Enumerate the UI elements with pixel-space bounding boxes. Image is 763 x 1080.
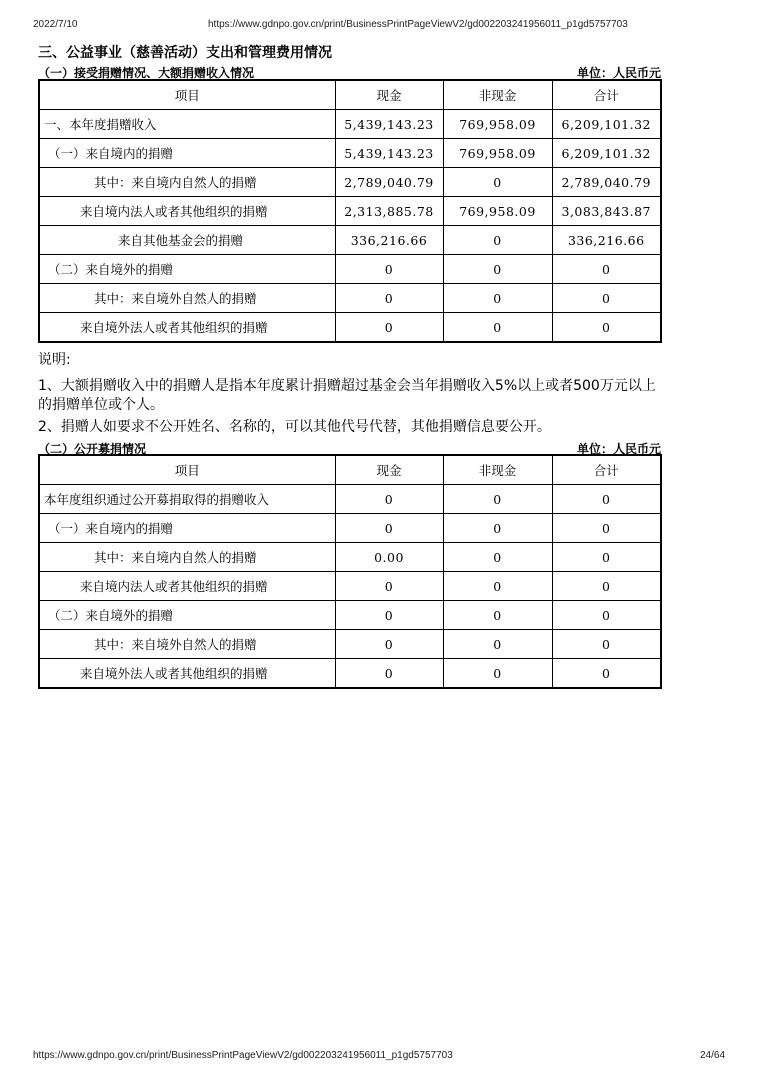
print-date: 2022/7/10 <box>33 19 78 30</box>
noncash-cell: 0 <box>443 226 552 255</box>
col-header-item: 项目 <box>39 80 335 110</box>
header-url: https://www.gdnpo.gov.cn/print/BusinessPrintPageViewV2/gd002203241956011_p1gd5757703 <box>208 19 628 30</box>
row-label: 来自境外法人或者其他组织的捐赠 <box>39 313 335 343</box>
total-cell: 0 <box>552 630 661 659</box>
noncash-cell: 0 <box>443 543 552 572</box>
table2-unit: 单位：人民币元 <box>576 442 661 456</box>
total-cell: 0 <box>552 255 661 284</box>
row-label: 来自境外法人或者其他组织的捐赠 <box>39 659 335 689</box>
table-row <box>39 110 661 139</box>
table-row <box>39 485 661 514</box>
cash-cell: 0 <box>335 630 443 659</box>
table1-unit: 单位：人民币元 <box>576 66 661 80</box>
noncash-cell: 0 <box>443 168 552 197</box>
noncash-cell: 0 <box>443 572 552 601</box>
table-row <box>39 572 661 601</box>
table1-subtitle: （一）接受捐赠情况、大额捐赠收入情况 <box>38 66 255 80</box>
public-fundraising-table <box>38 454 662 689</box>
table-row <box>39 601 661 630</box>
donation-income-table <box>38 79 662 343</box>
table-row <box>39 543 661 572</box>
table-header-row <box>39 80 661 110</box>
table-row <box>39 197 661 226</box>
row-label: 其中：来自境内自然人的捐赠 <box>39 543 335 572</box>
table-row <box>39 659 661 689</box>
total-cell: 2,789,040.79 <box>552 168 661 197</box>
table-row <box>39 313 661 343</box>
note-1: 1、大额捐赠收入中的捐赠人是指本年度累计捐赠超过基金会当年捐赠收入5%以上或者500万元以上的捐赠单位或个人。 <box>38 378 656 413</box>
noncash-cell: 0 <box>443 255 552 284</box>
col-header-item: 项目 <box>39 455 335 485</box>
table-row <box>39 514 661 543</box>
total-cell: 0 <box>552 313 661 343</box>
table-row <box>39 630 661 659</box>
footer-url: https://www.gdnpo.gov.cn/print/BusinessPrintPageViewV2/gd002203241956011_p1gd5757703 <box>33 1050 453 1061</box>
cash-cell: 2,789,040.79 <box>335 168 443 197</box>
cash-cell: 0 <box>335 601 443 630</box>
table-row <box>39 284 661 313</box>
cash-cell: 336,216.66 <box>335 226 443 255</box>
cash-cell: 0 <box>335 485 443 514</box>
cash-cell: 0.00 <box>335 543 443 572</box>
table-row <box>39 139 661 168</box>
col-header-noncash: 非现金 <box>443 80 552 110</box>
cash-cell: 0 <box>335 313 443 343</box>
cash-cell: 0 <box>335 659 443 689</box>
noncash-cell: 0 <box>443 313 552 343</box>
total-cell: 0 <box>552 601 661 630</box>
row-label: 来自境内法人或者其他组织的捐赠 <box>39 197 335 226</box>
row-label: （二）来自境外的捐赠 <box>39 255 335 284</box>
cash-cell: 0 <box>335 284 443 313</box>
col-header-total: 合计 <box>552 80 661 110</box>
noncash-cell: 0 <box>443 514 552 543</box>
row-label: （一）来自境内的捐赠 <box>39 139 335 168</box>
noncash-cell: 0 <box>443 630 552 659</box>
cash-cell: 5,439,143.23 <box>335 110 443 139</box>
total-cell: 0 <box>552 659 661 689</box>
total-cell: 0 <box>552 543 661 572</box>
col-header-cash: 现金 <box>335 455 443 485</box>
table-row <box>39 226 661 255</box>
cash-cell: 2,313,885.78 <box>335 197 443 226</box>
total-cell: 0 <box>552 284 661 313</box>
noncash-cell: 0 <box>443 601 552 630</box>
row-label: 其中：来自境内自然人的捐赠 <box>39 168 335 197</box>
cash-cell: 5,439,143.23 <box>335 139 443 168</box>
row-label: 其中：来自境外自然人的捐赠 <box>39 284 335 313</box>
total-cell: 3,083,843.87 <box>552 197 661 226</box>
total-cell: 336,216.66 <box>552 226 661 255</box>
col-header-noncash: 非现金 <box>443 455 552 485</box>
noncash-cell: 769,958.09 <box>443 110 552 139</box>
notes-heading: 说明: <box>38 352 71 368</box>
total-cell: 0 <box>552 485 661 514</box>
total-cell: 6,209,101.32 <box>552 110 661 139</box>
cash-cell: 0 <box>335 572 443 601</box>
row-label: （二）来自境外的捐赠 <box>39 601 335 630</box>
noncash-cell: 769,958.09 <box>443 197 552 226</box>
row-label: 本年度组织通过公开募捐取得的捐赠收入 <box>39 485 335 514</box>
section-title: 三、公益事业（慈善活动）支出和管理费用情况 <box>38 45 332 61</box>
row-label: （一）来自境内的捐赠 <box>39 514 335 543</box>
row-label: 其中：来自境外自然人的捐赠 <box>39 630 335 659</box>
table-header-row <box>39 455 661 485</box>
page-number: 24/64 <box>700 1050 726 1061</box>
noncash-cell: 0 <box>443 485 552 514</box>
table2-subtitle: （二）公开募捐情况 <box>38 442 147 456</box>
total-cell: 0 <box>552 572 661 601</box>
noncash-cell: 769,958.09 <box>443 139 552 168</box>
note-2: 2、捐赠人如要求不公开姓名、名称的，可以其他代号代替，其他捐赠信息要公开。 <box>38 419 551 435</box>
table-row <box>39 168 661 197</box>
col-header-total: 合计 <box>552 455 661 485</box>
cash-cell: 0 <box>335 514 443 543</box>
noncash-cell: 0 <box>443 659 552 689</box>
table-row <box>39 255 661 284</box>
total-cell: 6,209,101.32 <box>552 139 661 168</box>
noncash-cell: 0 <box>443 284 552 313</box>
cash-cell: 0 <box>335 255 443 284</box>
row-label: 来自其他基金会的捐赠 <box>39 226 335 255</box>
row-label: 来自境内法人或者其他组织的捐赠 <box>39 572 335 601</box>
col-header-cash: 现金 <box>335 80 443 110</box>
row-label: 一、本年度捐赠收入 <box>39 110 335 139</box>
total-cell: 0 <box>552 514 661 543</box>
